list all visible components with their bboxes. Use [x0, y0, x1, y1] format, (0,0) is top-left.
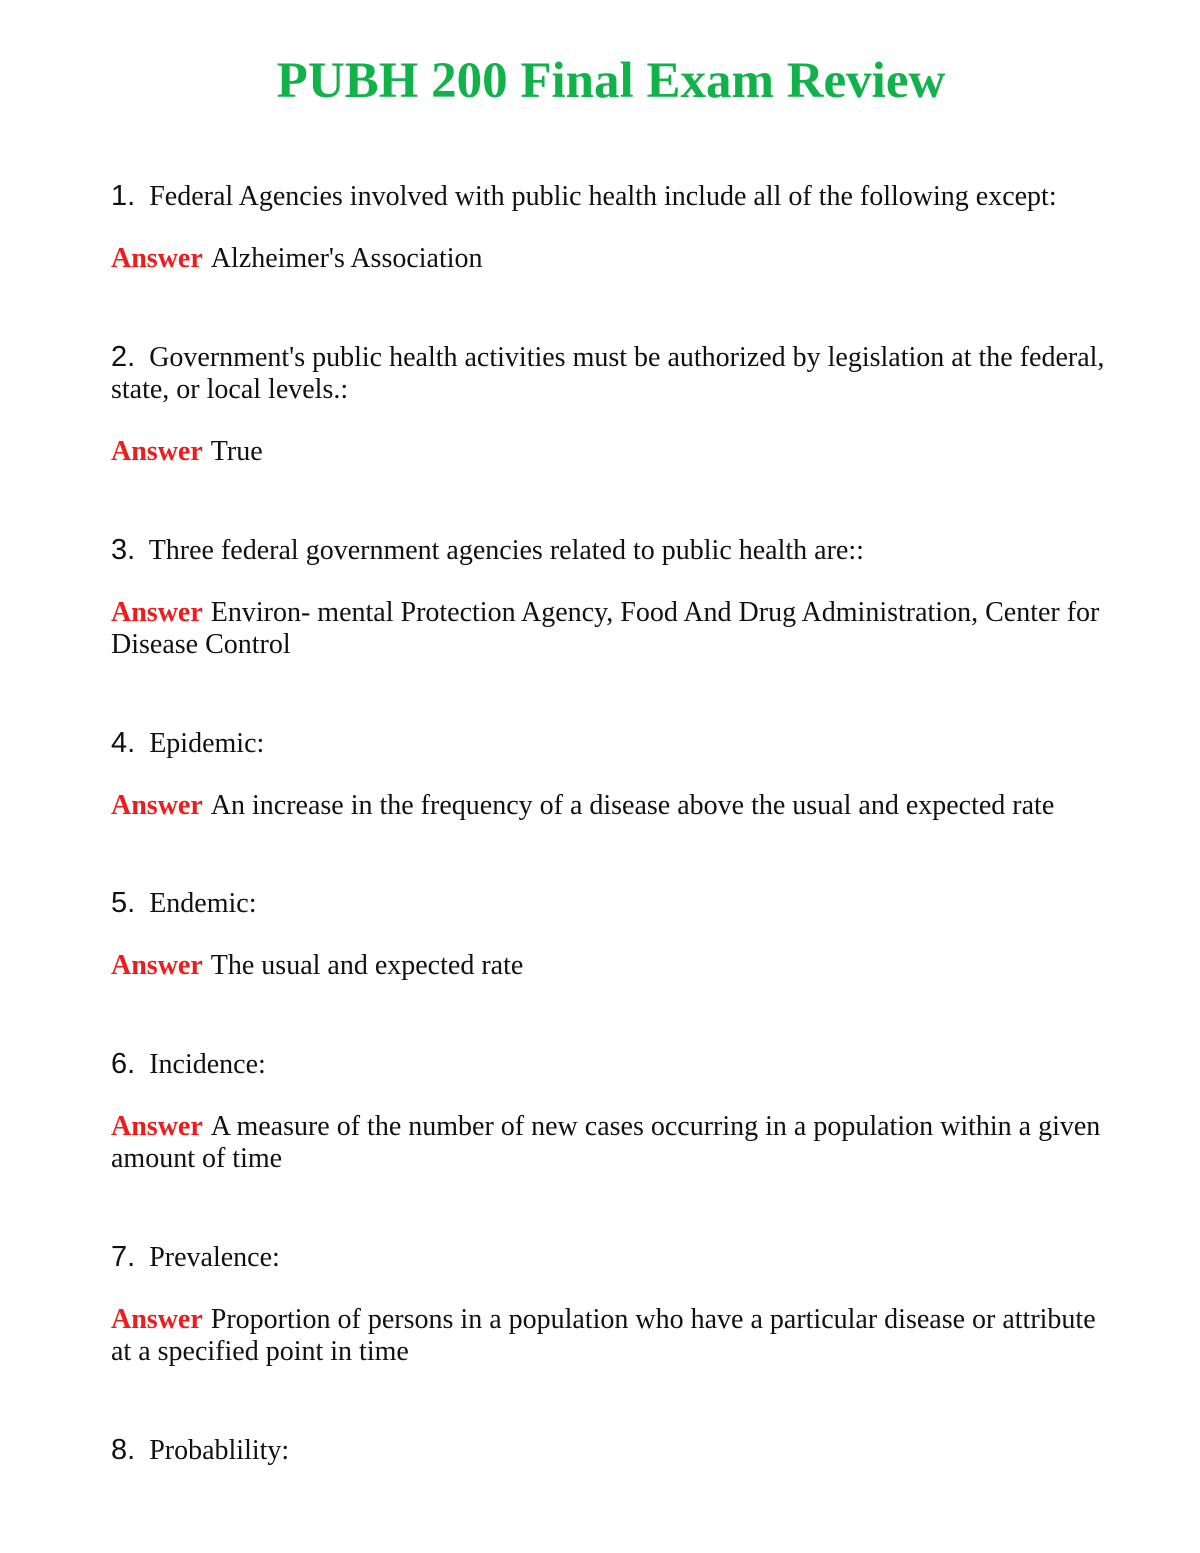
question-text: Epidemic:	[149, 728, 265, 759]
question-text: Incidence:	[149, 1049, 266, 1080]
question-number: 7	[111, 1241, 128, 1273]
question-text: Federal Agencies involved with public health include all of the following except:	[149, 181, 1057, 212]
answer-text: Environ- mental Protection Agency, Food And Drug Administration, Center for Disease Control	[111, 597, 1100, 660]
answer-6	[111, 1111, 1111, 1175]
question-text: Three federal government agencies related to public health are::	[148, 535, 864, 566]
question-8: 8. Probablility:	[111, 1434, 290, 1466]
answer-text: An increase in the frequency of a disease above the usual and expected rate	[210, 790, 1055, 821]
document-title: PUBH 200 Final Exam Review	[276, 53, 946, 109]
answer-text: Proportion of persons in a population who have a particular disease or attribute at a specified point in time	[111, 1304, 1096, 1367]
question-number: 1	[111, 180, 128, 212]
question-6: 6. Incidence:	[111, 1048, 266, 1080]
answer-label: Answer	[111, 790, 203, 821]
answer-label: Answer	[111, 1111, 203, 1142]
question-2: 2. Government's public health activities must be authorized by legislation at the federal, state, or local levels.:	[111, 341, 1105, 405]
answer-text: A measure of the number of new cases occurring in a population within a given amount of time	[111, 1111, 1101, 1174]
question-text: Government's public health activities must be authorized by legislation at the federal, state, or local levels.:	[111, 342, 1105, 405]
answer-label: Answer	[111, 950, 203, 981]
question-3: 3. Three federal government agencies related to public health are::	[111, 534, 864, 566]
answer-5	[111, 950, 1111, 982]
question-number: 2	[111, 341, 128, 373]
answer-label: Answer	[111, 436, 203, 467]
question-1: 1. Federal Agencies involved with public health include all of the following except:	[111, 180, 1057, 212]
question-5: 5. Endemic:	[111, 887, 257, 919]
question-text: Probablility:	[149, 1435, 290, 1466]
question-4: 4. Epidemic:	[111, 727, 265, 759]
question-text: Prevalence:	[149, 1242, 280, 1273]
question-number: 8	[111, 1434, 128, 1466]
answer-label: Answer	[111, 1304, 203, 1335]
question-number: 3	[111, 534, 128, 566]
answer-2	[111, 436, 1111, 468]
answer-label: Answer	[111, 597, 203, 628]
question-number: 5	[111, 887, 128, 919]
answer-1	[111, 243, 1111, 275]
question-text: Endemic:	[149, 888, 257, 919]
question-number: 4	[111, 727, 128, 759]
answer-text: The usual and expected rate	[210, 950, 524, 981]
answer-3	[111, 597, 1111, 661]
answer-label: Answer	[111, 243, 203, 274]
question-number: 6	[111, 1048, 128, 1080]
answer-4	[111, 790, 1111, 822]
question-7: 7. Prevalence:	[111, 1241, 280, 1273]
answer-text: True	[210, 436, 263, 467]
answer-7	[111, 1304, 1111, 1368]
answer-text: Alzheimer's Association	[210, 243, 483, 274]
